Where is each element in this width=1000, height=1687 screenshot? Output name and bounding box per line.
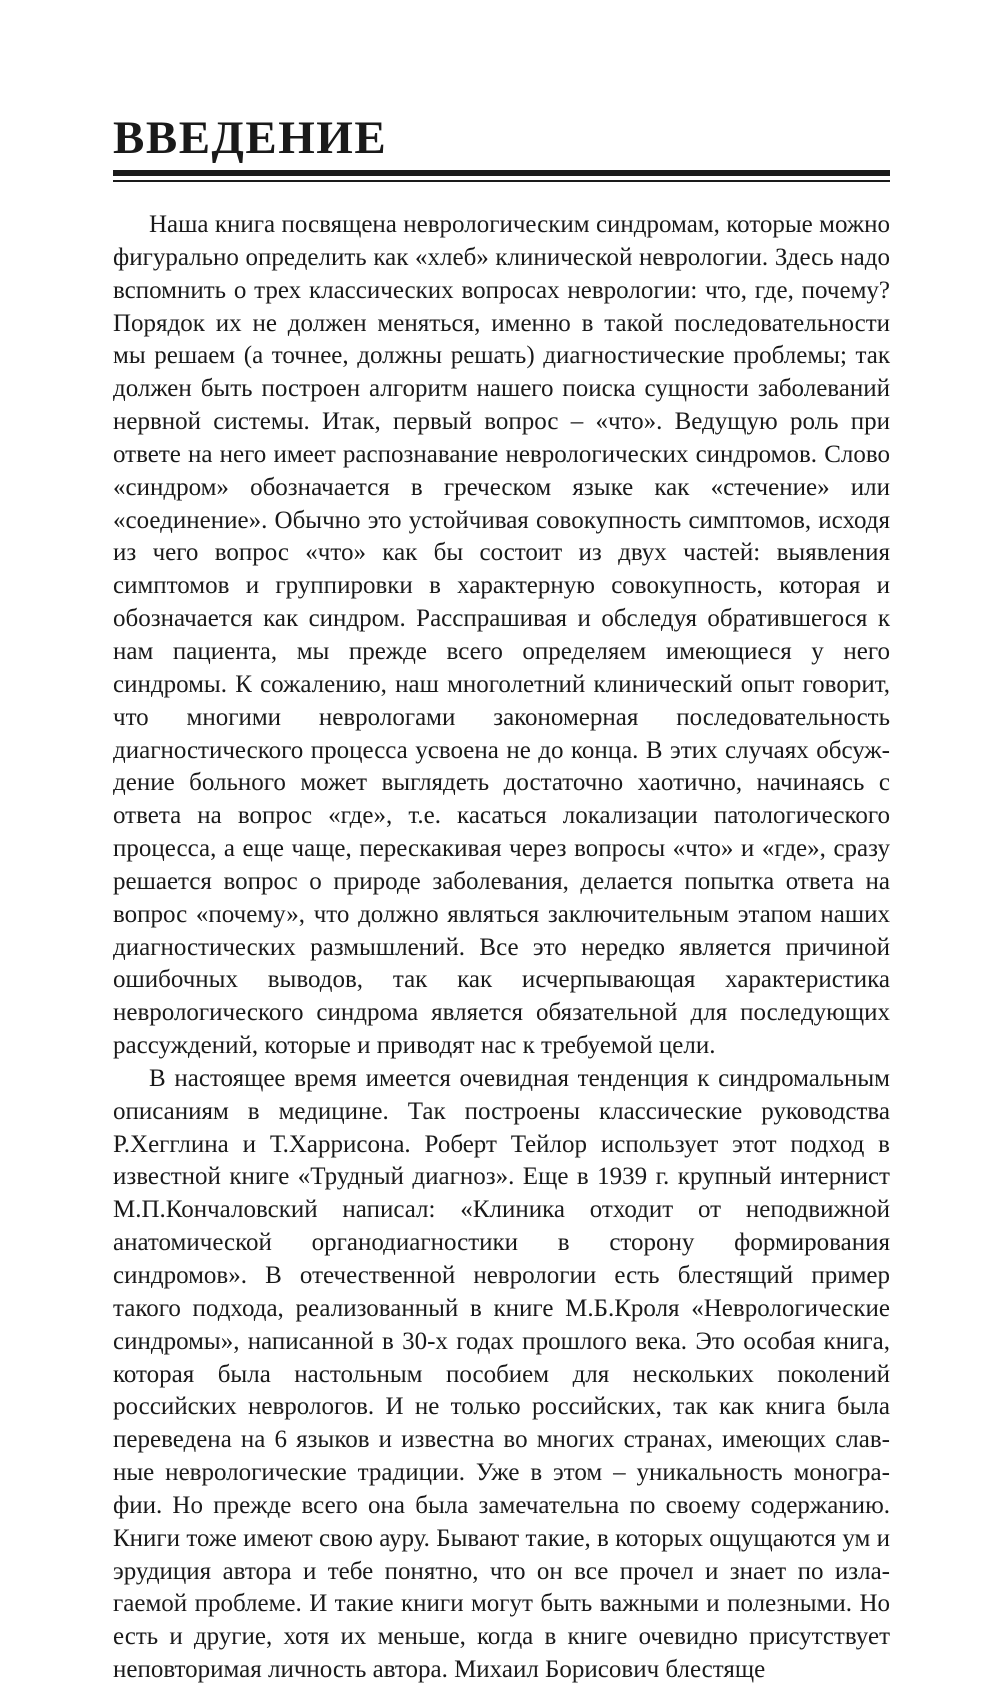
paragraph-2: В настоящее время имеется очевидная тенденция к синдромальным описаниям в медицине. Так построены классические руководства Р.Хегглина и Т.Харрисона. Роберт Тейлор использует этот подход в известной книге «Трудный диагноз». Еще в 1939 г. крупный интернист М.П.Кончаловский написал: «Клиника отходит от неподвижной анатомической органодиагностики в сторону формирования синдромов». В отечественной неврологии есть блестящий пример такого подхода, реализованный в книге М.Б.Кроля «Неврологические синдромы», написанной в 30-х годах прошлого века. Это особая книга, которая была настольным пособием для нескольких поколений российских неврологов. И не только российских, так как книга была переведена на 6 языков и известна во многих странах, имеющих славные неврологические традиции. Уже в этом – уникальность монографии. Но прежде всего она была замечательна по своему содержанию. Книги тоже имеют свою ауру. Бывают такие, в которых ощущаются ум и эрудиция автора и тебе понятно, что он все прочел и знает по излагаемой проблеме. И такие книги могут быть важными и полезными. Но есть и другие, хотя их меньше, когда в книге очевидно присутствует неповторимая личность автора. Михаил Борисович блестяще (113, 1064, 890, 1684)
body-text (113, 209, 890, 1687)
title-rule-thin (113, 180, 890, 182)
chapter-title: ВВЕДЕНИЕ (113, 112, 388, 164)
title-rule-thick (113, 170, 890, 176)
paragraph-1: Наша книга посвящена неврологическим синдромам, которые можно фигурально определить как «хлеб» клинической неврологии. Здесь надо вспомнить о трех классических вопросах неврологии: что, где, почему? Порядок их не должен меняться, именно в такой последовательности мы решаем (а точнее, должны решать) диагностические проблемы; так должен быть построен алгоритм нашего поиска сущности заболеваний нервной системы. Итак, первый вопрос – «что». Ведущую роль при ответе на него имеет распознавание неврологических синдромов. Слово «синдром» обозначается в греческом языке как «стечение» или «соединение». Обычно это устойчивая совокупность симптомов, исходя из чего вопрос «что» как бы состоит из двух частей: выявления симптомов и группировки в характерную совокупность, которая и обозначается как синдром. Расспрашивая и обследуя обратившегося к нам пациента, мы прежде всего определяем имеющиеся у него синдромы. К сожалению, наш многолетний клинический опыт говорит, что многими неврологами закономерная последовательность диагностического процесса усвоена не до конца. В этих случаях обсуждение больного может выглядеть достаточно хаотично, начинаясь с ответа на вопрос «где», т.е. касаться локализации патологического процесса, а еще чаще, перескакивая через вопросы «что» и «где», сразу решается вопрос о природе заболевания, делается попытка ответа на вопрос «почему», что должно являться заключительным этапом наших диагностических размышлений. Все это нередко является причиной ошибочных выводов, так как исчерпывающая характеристика неврологического синдрома является обязательной для последующих рассуждений, которые и приводят нас к требуемой цели. (113, 211, 890, 1060)
